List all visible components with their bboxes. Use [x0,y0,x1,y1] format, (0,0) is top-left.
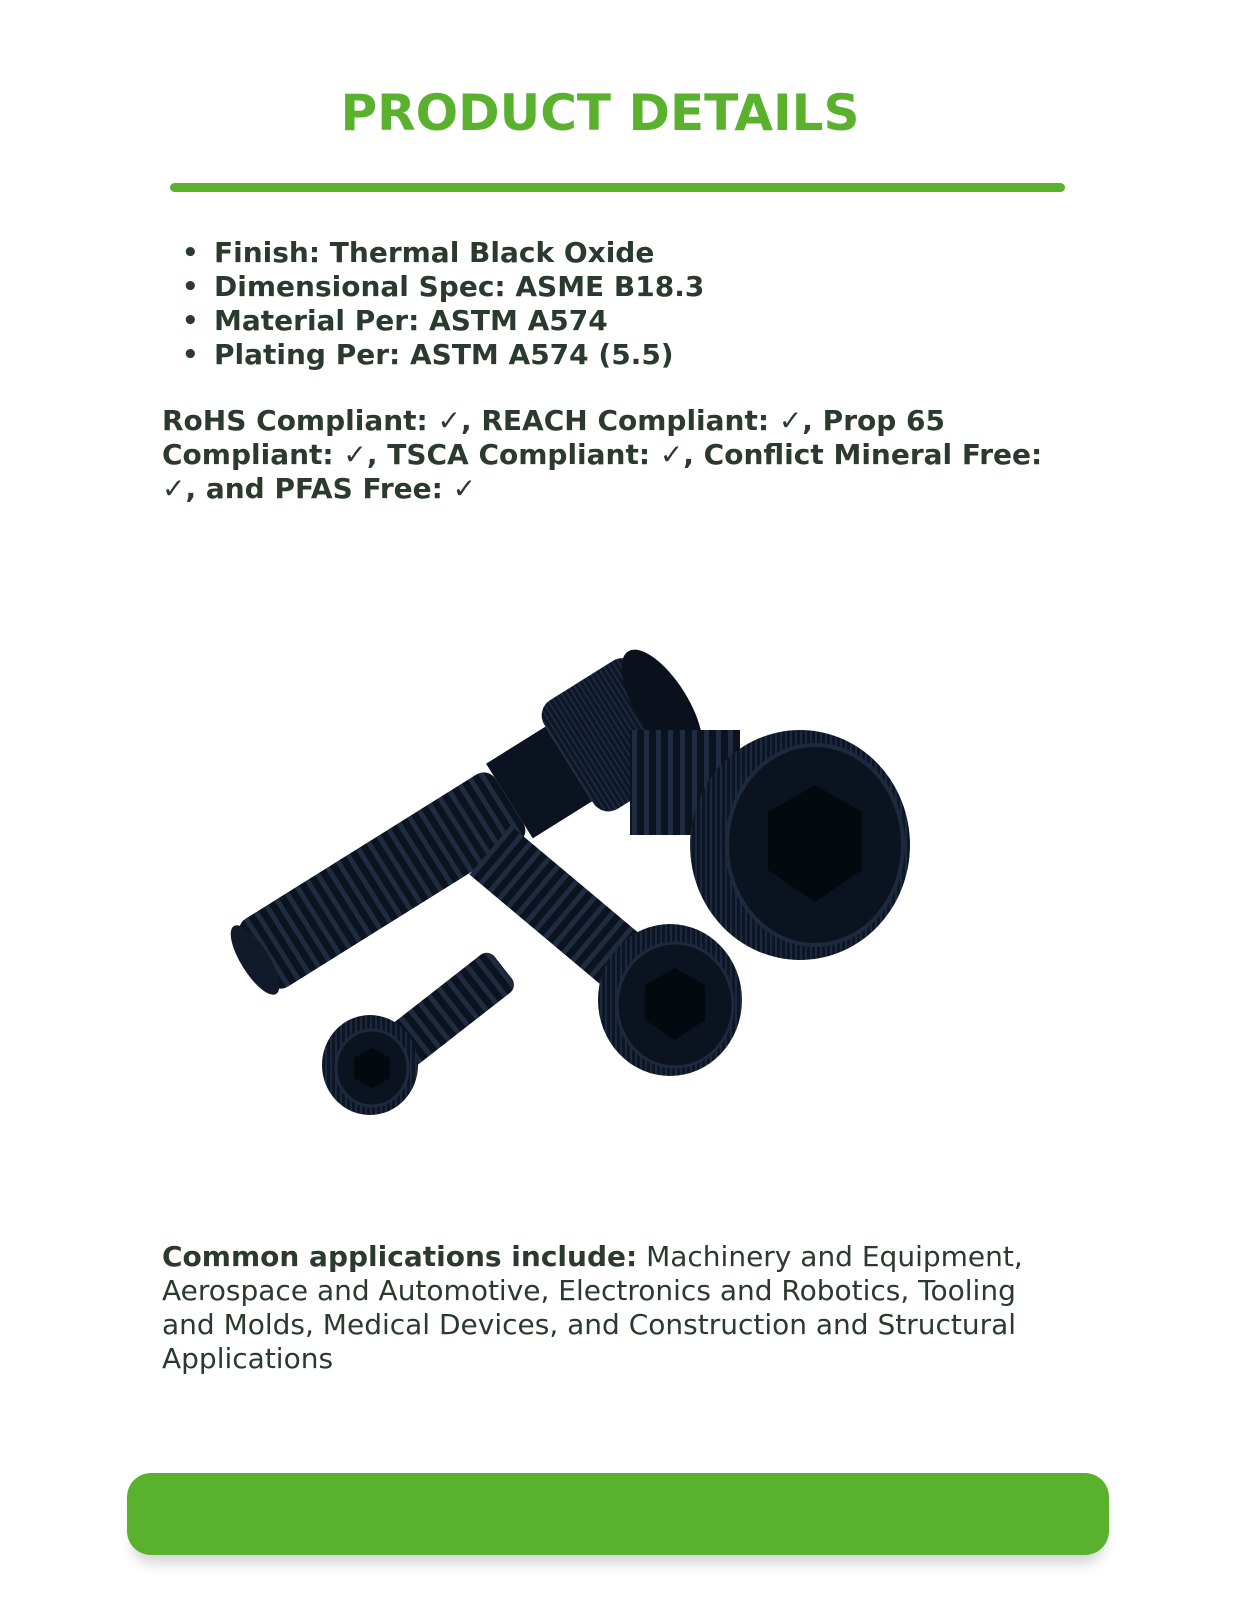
product-image [200,520,990,1220]
pfas-label: , and PFAS Free: [185,472,453,505]
compliance-statement [162,404,1082,506]
footer-bar [127,1473,1109,1555]
applications-text [162,1240,1062,1376]
applications-list: Machinery and Equipment, Aerospace and Automotive, Electronics and Robotics, Tooling and Molds, Medical Devices, and Construction and Structural Applications [162,1240,1023,1375]
bullet-icon: • [182,272,199,302]
check-icon: ✓ [778,404,803,437]
spec-text: Dimensional Spec: ASME B18.3 [214,270,705,303]
applications-lead: Common applications include: [162,1240,638,1273]
title-divider [170,183,1065,192]
check-icon: ✓ [659,438,684,471]
reach-label: , REACH Compliant: [460,404,779,437]
prop65-label: , Prop 65 Compliant: [162,404,946,471]
spec-text: Plating Per: ASTM A574 (5.5) [214,338,674,371]
spec-text: Material Per: ASTM A574 [214,304,608,337]
bullet-icon: • [182,306,199,336]
spec-item-finish [182,236,704,270]
check-icon: ✓ [437,404,461,437]
check-icon: ✓ [162,472,186,505]
check-icon: ✓ [452,472,477,505]
spec-item-material [182,304,704,338]
check-icon: ✓ [343,438,367,471]
page-title: PRODUCT DETAILS [340,84,860,142]
spec-text: Finish: Thermal Black Oxide [214,236,655,269]
bullet-icon: • [182,340,199,370]
rohs-label: RoHS Compliant: [162,404,438,437]
spec-item-dimensional [182,270,704,304]
tsca-label: , TSCA Compliant: [366,438,660,471]
spec-item-plating [182,338,704,372]
conflict-mineral-label: , Conflict Mineral Free: [683,438,1043,471]
spec-list [182,236,704,372]
screw-small [322,949,518,1115]
bullet-icon: • [182,238,199,268]
